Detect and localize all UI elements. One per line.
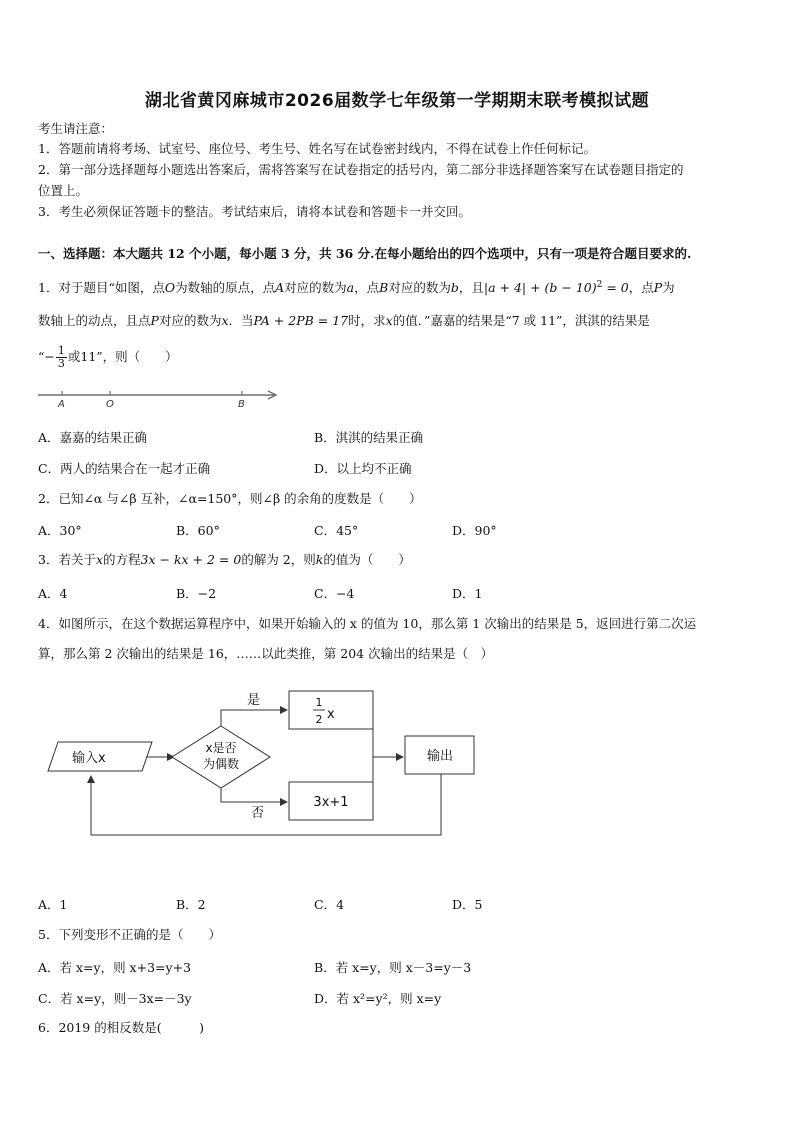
- q1-option-b[interactable]: B．淇淇的结果正确: [314, 430, 424, 445]
- q2-option-b[interactable]: B．60°: [176, 523, 220, 538]
- q1-option-a[interactable]: A．嘉嘉的结果正确: [38, 430, 148, 445]
- q4-option-d[interactable]: D．5: [452, 897, 483, 912]
- notice-heading: 考生请注意：: [38, 121, 114, 136]
- arrow-no: [221, 788, 287, 802]
- input-label: 输入x: [72, 751, 106, 766]
- label-A: A: [58, 399, 65, 410]
- number-line: [36, 386, 286, 410]
- page-title: 湖北省黄冈麻城市2026届数学七年级第一学期期末联考模拟试题: [144, 91, 650, 111]
- arrow-loop-back: [91, 774, 441, 835]
- q3-option-d[interactable]: D．1: [452, 586, 483, 601]
- q1-line-2: 数轴上的动点，且点P对应的数为x．当PA + 2PB = 17时，求x的值．”嘉嘉的结果是“7 或 11”，淇淇的结果是: [38, 313, 650, 328]
- triple-label: 3x+1: [313, 795, 349, 810]
- q1-option-c[interactable]: C．两人的结果合在一起才正确: [38, 461, 211, 476]
- q1-line-1: 1．对于题目“如图，点O为数轴的原点，点A对应的数为a，点B对应的数为b，且$|a + 4| + (b - 10)^2 = 0$，点P为: [38, 280, 675, 296]
- q1-equation: PA + 2PB = 17: [253, 313, 349, 328]
- q4-option-b[interactable]: B．2: [176, 897, 206, 912]
- q5-option-d[interactable]: D．若 x²=y²，则 x=y: [314, 991, 442, 1006]
- q2-option-a[interactable]: A．30°: [38, 523, 82, 538]
- notice-item-1: 1．答题前请将考场、试室号、座位号、考生号、姓名写在试卷密封线内，不得在试卷上作任何标记。: [38, 141, 596, 156]
- arrow-yes: [221, 710, 287, 726]
- q5-stem: 5．下列变形不正确的是（ ）: [38, 927, 221, 942]
- svg-text:x: x: [327, 707, 335, 722]
- q2-stem: 2．已知∠α 与∠β 互补，∠α=150°，则∠β 的余角的度数是（ ）: [38, 491, 422, 506]
- decision-label-2: 为偶数: [202, 757, 240, 771]
- q1-line-3: “− $\frac{1}{3}$ 或11”，则（ ）: [38, 344, 178, 370]
- decision-label-1: x是否: [205, 741, 237, 755]
- fraction-one-third: $\frac{1}{3}$: [57, 344, 65, 370]
- q5-option-c[interactable]: C．若 x=y，则－3x=－3y: [38, 991, 192, 1006]
- svg-text:1: 1: [315, 696, 323, 709]
- notice-item-2-cont: 位置上。: [38, 183, 89, 198]
- q4-line-2: 算，那么第 2 次输出的结果是 16，……以此类推，第 204 次输出的结果是（ ）: [38, 646, 494, 661]
- q6-stem: 6．2019 的相反数是( ): [38, 1020, 204, 1035]
- notice-item-2: 2．第一部分选择题每小题选出答案后，需将答案写在试卷指定的括号内，第二部分非选择题答案写在试卷题目指定的: [38, 162, 684, 177]
- label-O: O: [106, 399, 114, 410]
- q2-option-d[interactable]: D．90°: [452, 523, 497, 538]
- no-label: 否: [251, 806, 265, 821]
- yes-label: 是: [247, 693, 261, 708]
- q3-option-a[interactable]: A．4: [38, 586, 68, 601]
- q3-option-c[interactable]: C．−4: [314, 586, 355, 601]
- q3-stem: 3．若关于x的方程3x − kx + 2 = 0的解为 2，则k的值为（ ）: [38, 552, 411, 567]
- q4-line-1: 4．如图所示，在这个数据运算程序中，如果开始输入的 x 的值为 10，那么第 1 次输出的结果是 5，返回进行第二次运: [38, 616, 697, 631]
- q4-option-c[interactable]: C．4: [314, 897, 345, 912]
- notice-item-3: 3．考生必须保证答题卡的整洁。考试结束后，请将本试卷和答题卡一并交回。: [38, 204, 471, 219]
- flowchart: [40, 684, 490, 840]
- section-heading: 一、选择题：本大题共 12 个小题，每小题 3 分，共 36 分.在每小题给出的四个选项中，只有一项是符合题目要求的.: [38, 246, 692, 261]
- svg-text:2: 2: [315, 713, 323, 726]
- q3-option-b[interactable]: B．−2: [176, 586, 217, 601]
- q3-equation: 3x − kx + 2 = 0: [140, 552, 242, 567]
- q2-option-c[interactable]: C．45°: [314, 523, 359, 538]
- label-B: B: [238, 399, 245, 410]
- output-label: 输出: [426, 749, 454, 764]
- q4-option-a[interactable]: A．1: [38, 897, 68, 912]
- q1-option-d[interactable]: D．以上均不正确: [314, 461, 412, 476]
- q5-option-a[interactable]: A．若 x=y，则 x+3=y+3: [38, 960, 191, 975]
- q5-option-b[interactable]: B．若 x=y，则 x－3=y－3: [314, 960, 472, 975]
- q1-condition: |a + 4| + (b − 10): [483, 280, 597, 296]
